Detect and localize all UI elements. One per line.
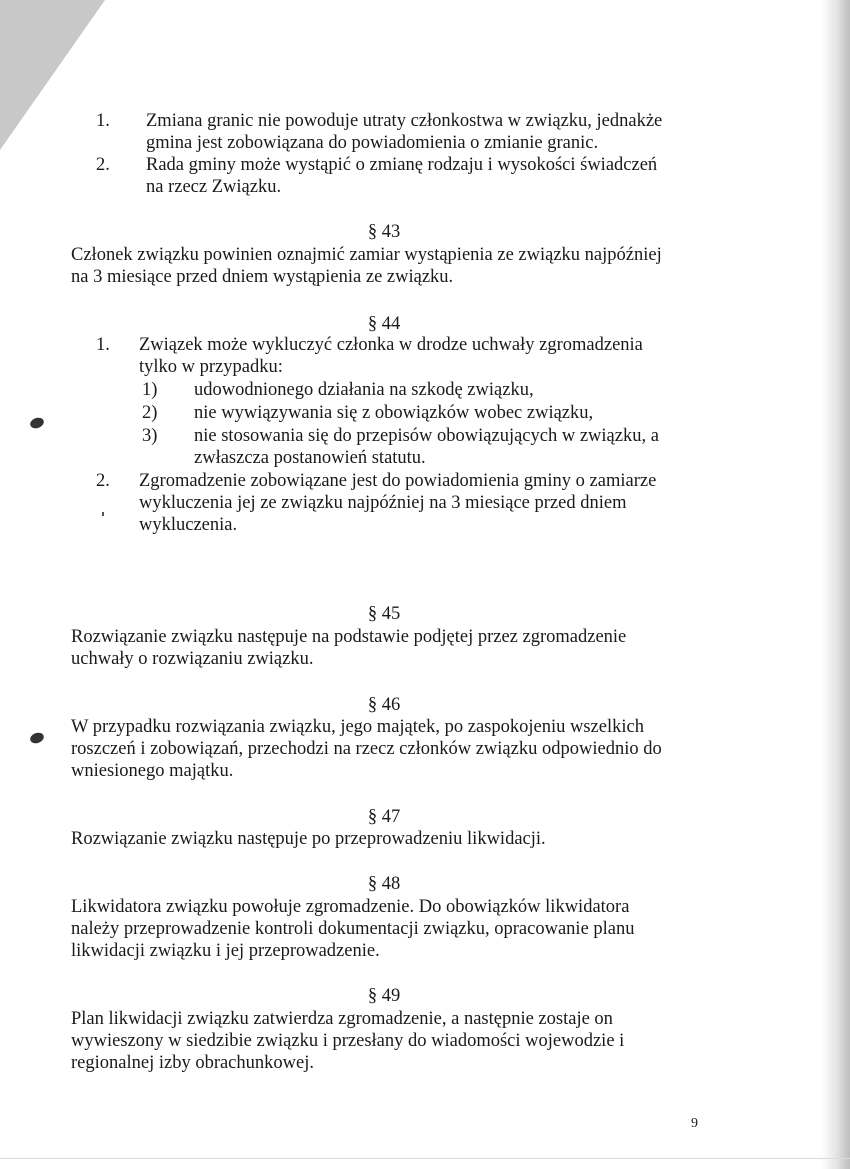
sublist-number: 3): [142, 426, 158, 446]
text-line: nie wywiązywania się z obowiązków wobec związku,: [194, 403, 594, 423]
text-line: tylko w przypadku:: [139, 357, 283, 377]
text-line: wniesionego majątku.: [71, 761, 234, 781]
text-line: likwidacji związku i jej przeprowadzenie.: [71, 941, 380, 961]
section-heading: § 43: [367, 222, 401, 242]
text-line: Rada gminy może wystąpić o zmianę rodzaju i wysokości świadczeń: [146, 155, 658, 175]
text-line: zwłaszcza postanowień statutu.: [194, 448, 426, 468]
text-line: Członek związku powinien oznajmić zamiar wystąpienia ze związku najpóźniej: [71, 245, 662, 265]
text-line: na 3 miesiące przed dniem wystąpienia ze związku.: [71, 267, 454, 287]
text-line: regionalnej izby obrachunkowej.: [71, 1053, 314, 1073]
text-line: wykluczenia jej ze związku najpóźniej na 3 miesiące przed dniem: [139, 493, 627, 513]
text-line: Związek może wykluczyć członka w drodze uchwały zgromadzenia: [139, 335, 643, 355]
section-heading: § 46: [367, 695, 401, 715]
text-line: gmina jest zobowiązana do powiadomienia o zmianie granic.: [146, 133, 599, 153]
folded-corner: [0, 0, 105, 150]
text-line: roszczeń i zobowiązań, przechodzi na rzecz członków związku odpowiednio do: [71, 739, 662, 759]
scan-edge-shadow: [822, 0, 850, 1169]
text-line: Rozwiązanie związku następuje na podstawie podjętej przez zgromadzenie: [71, 627, 627, 647]
text-line: W przypadku rozwiązania związku, jego majątek, po zaspokojeniu wszelkich: [71, 717, 644, 737]
text-line: wykluczenia.: [139, 515, 238, 535]
text-line: na rzecz Związku.: [146, 177, 282, 197]
section-heading: § 44: [367, 314, 401, 334]
list-number: 2.: [96, 471, 110, 491]
section-heading: § 48: [367, 874, 401, 894]
text-line: uchwały o rozwiązaniu związku.: [71, 649, 314, 669]
punch-hole-mark: [29, 731, 46, 745]
sublist-number: 1): [142, 380, 158, 400]
section-heading: § 49: [367, 986, 401, 1006]
text-line: Zgromadzenie zobowiązane jest do powiadomienia gminy o zamiarze: [139, 471, 657, 491]
sublist-number: 2): [142, 403, 158, 423]
text-line: Rozwiązanie związku następuje po przeprowadzeniu likwidacji.: [71, 829, 546, 849]
section-heading: § 45: [367, 604, 401, 624]
text-line: wywieszony w siedzibie związku i przesłany do wiadomości wojewodzie i: [71, 1031, 625, 1051]
text-line: Plan likwidacji związku zatwierdza zgromadzenie, a następnie zostaje on: [71, 1009, 613, 1029]
text-line: nie stosowania się do przepisów obowiązujących w związku, a: [194, 426, 659, 446]
text-line: Likwidatora związku powołuje zgromadzenie. Do obowiązków likwidatora: [71, 897, 630, 917]
scan-bottom-line: [0, 1158, 850, 1159]
list-number: 1.: [96, 335, 110, 355]
list-number: 2.: [96, 155, 110, 175]
punch-hole-mark: [29, 416, 46, 430]
page-number: 9: [691, 1116, 698, 1131]
text-line: udowodnionego działania na szkodę związku,: [194, 380, 534, 400]
section-heading: § 47: [367, 807, 401, 827]
list-number: 1.: [96, 111, 110, 131]
text-line: należy przeprowadzenie kontroli dokumentacji związku, opracowanie planu: [71, 919, 635, 939]
scan-speck: [102, 512, 104, 516]
text-line: Zmiana granic nie powoduje utraty członkostwa w związku, jednakże: [146, 111, 663, 131]
